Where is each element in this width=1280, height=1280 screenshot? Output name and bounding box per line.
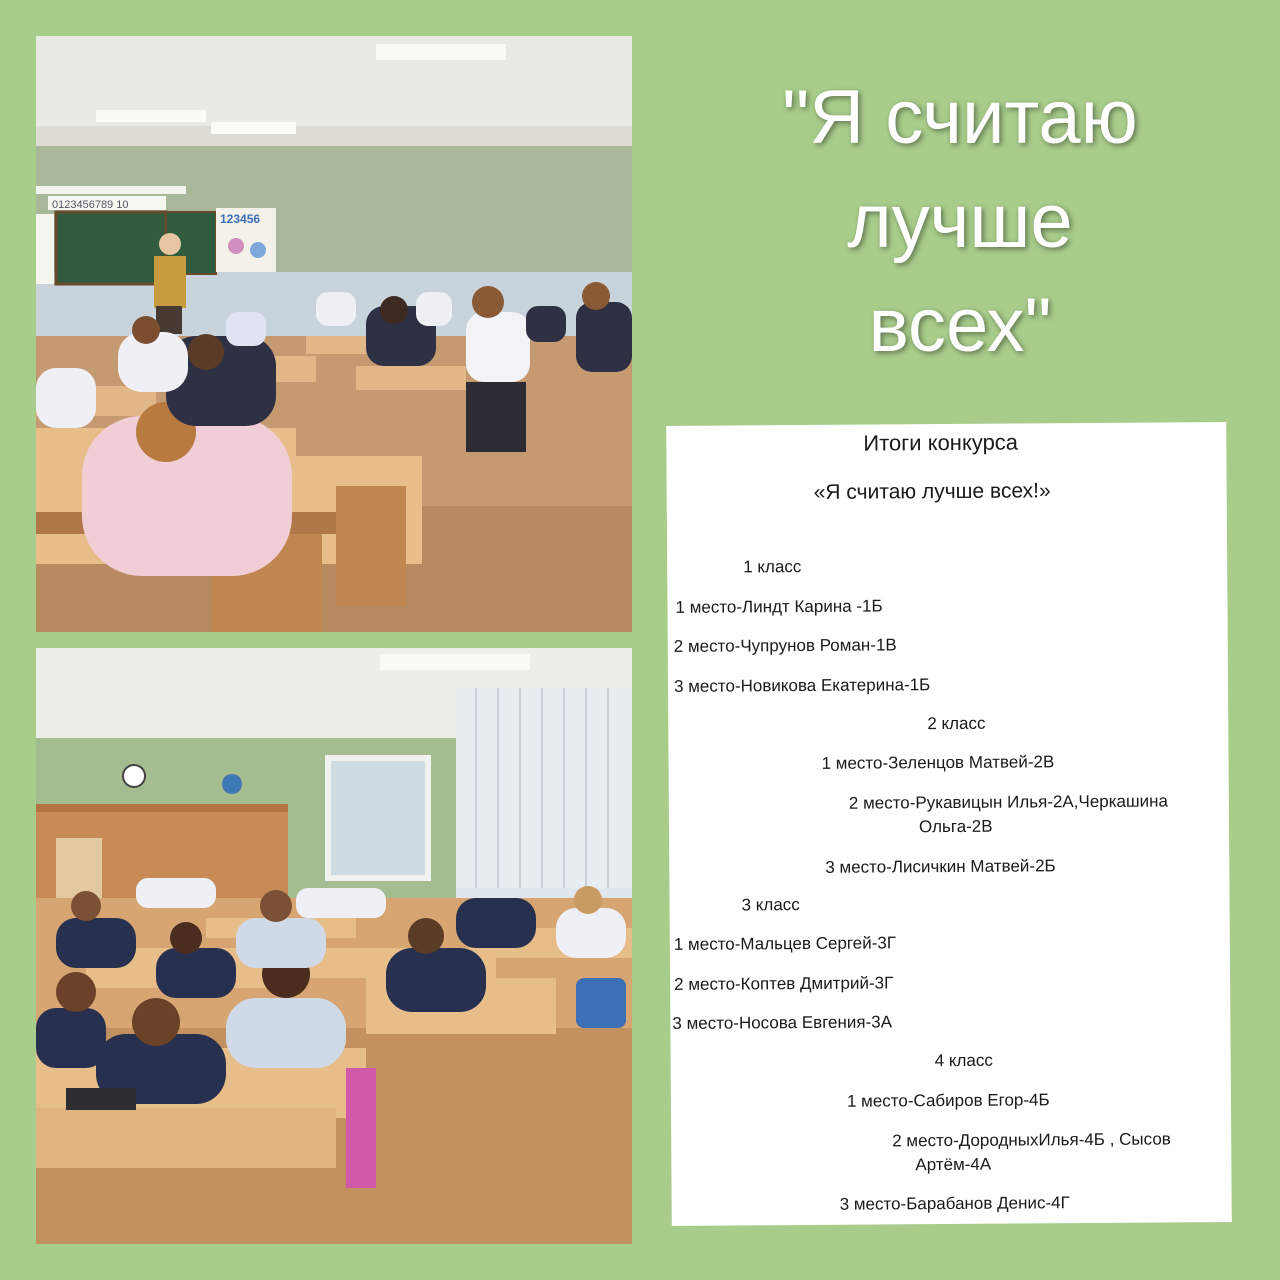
headline <box>660 66 1260 378</box>
grade-4-place-3: 3 место-Барабанов Денис-4Г <box>839 1193 1070 1214</box>
grade-3-heading: 3 класс <box>741 895 800 915</box>
grade-1-place-1: 1 место-Линдт Карина -1Б <box>675 596 883 617</box>
results-card <box>666 422 1232 1226</box>
grade-3-place-1: 1 место-Мальцев Сергей-3Г <box>673 933 897 954</box>
poster-numbers: 123456 <box>220 212 261 226</box>
results-subtitle: «Я считаю лучше всех!» <box>813 479 1051 504</box>
grade-3-place-3: 3 место-Носова Евгения-3А <box>672 1012 893 1033</box>
classroom-photo-bottom <box>36 648 632 1244</box>
classroom-photo-top <box>36 36 632 632</box>
headline-line-3: всех" <box>868 283 1052 368</box>
headline-line-2: лучше <box>847 179 1073 264</box>
grade-4-place-2-cont: Артём-4А <box>915 1154 992 1175</box>
grade-4-place-1: 1 место-Сабиров Егор-4Б <box>846 1090 1050 1111</box>
grade-1-place-3: 3 место-Новикова Екатерина-1Б <box>673 675 931 696</box>
grade-3-place-2: 2 место-Коптев Дмитрий-3Г <box>674 973 894 994</box>
grade-4-heading: 4 класс <box>934 1050 993 1071</box>
grade-2-place-3: 3 место-Лисичкин Матвей-2Б <box>825 856 1056 877</box>
grade-4-place-2: 2 место-ДородныхИлья-4Б , Сысов <box>892 1129 1171 1151</box>
headline-line-1: "Я считаю <box>782 75 1138 160</box>
grade-2-place-2: 2 место-Рукавицын Илья-2А,Черкашина <box>848 791 1169 813</box>
board-numbers: 0123456789 10 <box>52 199 129 211</box>
results-title: Итоги конкурса <box>863 429 1019 456</box>
grade-2-place-1: 1 место-Зеленцов Матвей-2В <box>821 752 1055 773</box>
grade-2-heading: 2 класс <box>927 713 986 734</box>
grade-2-place-2-cont: Ольга-2В <box>918 816 993 837</box>
grade-1-heading: 1 класс <box>743 557 802 577</box>
grade-1-place-2: 2 место-Чупрунов Роман-1В <box>673 635 897 656</box>
